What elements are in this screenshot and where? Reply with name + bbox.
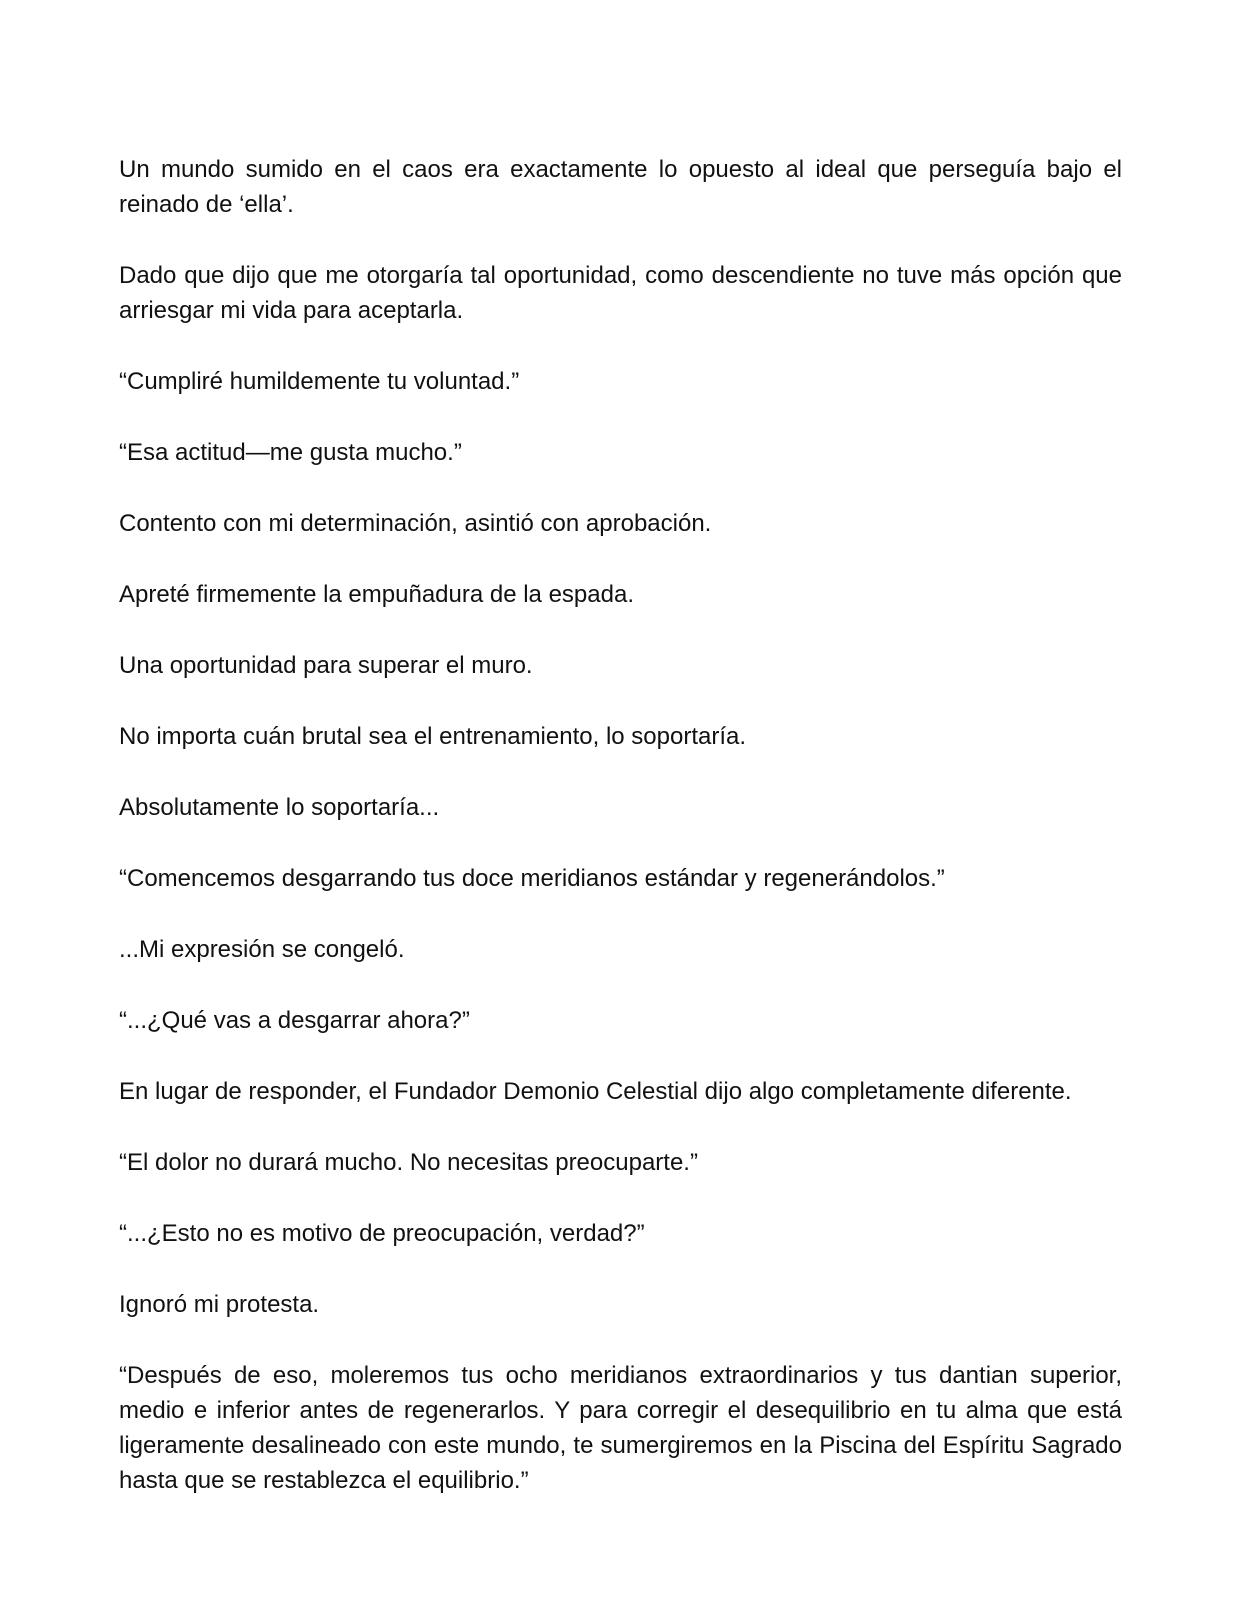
paragraph: Dado que dijo que me otorgaría tal oportunidad, como descendiente no tuve más opción que arriesgar mi vida para aceptarla.: [119, 262, 1122, 324]
paragraph: “Comencemos desgarrando tus doce meridianos estándar y regenerándolos.”: [119, 865, 945, 892]
paragraph: “Después de eso, moleremos tus ocho meridianos extraordinarios y tus dantian superior, medio e inferior antes de regenerarlos. Y para corregir el desequilibrio en tu alma que está ligeramente desalineado con este mundo, te sumergiremos en la Piscina del Espíritu Sagrado hasta que se restablezca el equilibrio.”: [119, 1362, 1122, 1494]
paragraph: Una oportunidad para superar el muro.: [119, 652, 533, 679]
paragraph: Ignoró mi protesta.: [119, 1291, 320, 1318]
paragraph: “Esa actitud—me gusta mucho.”: [119, 439, 462, 466]
paragraph: Un mundo sumido en el caos era exactamente lo opuesto al ideal que perseguía bajo el reinado de ‘ella’.: [119, 156, 1122, 218]
paragraph: “El dolor no durará mucho. No necesitas preocuparte.”: [119, 1149, 698, 1176]
paragraph: En lugar de responder, el Fundador Demonio Celestial dijo algo completamente diferente.: [119, 1078, 1072, 1105]
paragraph: “...¿Esto no es motivo de preocupación, verdad?”: [119, 1220, 645, 1247]
paragraph: Apreté firmemente la empuñadura de la espada.: [119, 581, 634, 608]
paragraph: “...¿Qué vas a desgarrar ahora?”: [119, 1007, 470, 1034]
paragraph: “Cumpliré humildemente tu voluntad.”: [119, 368, 520, 395]
paragraph: No importa cuán brutal sea el entrenamiento, lo soportaría.: [119, 723, 747, 750]
document-body: [119, 152, 1122, 1534]
paragraph: Contento con mi determinación, asintió con aprobación.: [119, 510, 712, 537]
paragraph: ...Mi expresión se congeló.: [119, 936, 405, 963]
paragraph: Absolutamente lo soportaría...: [119, 794, 440, 821]
